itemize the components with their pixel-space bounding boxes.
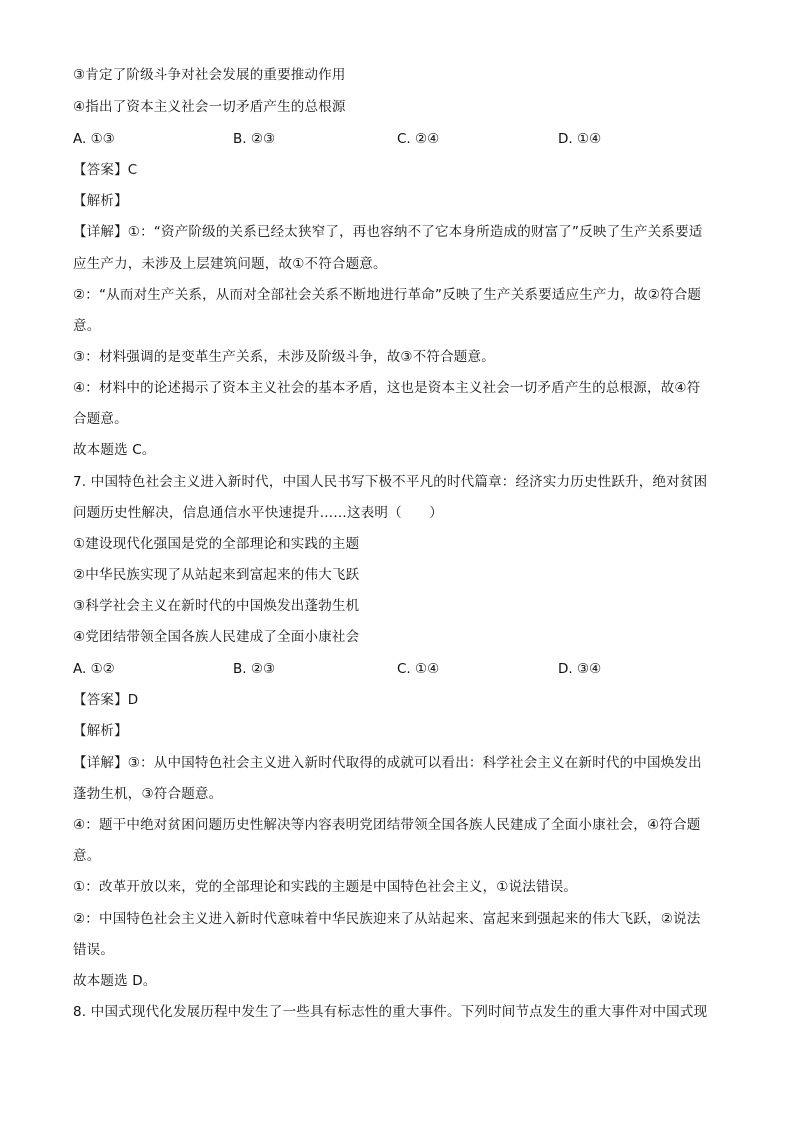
- q7-answer: 【答案】D: [73, 692, 139, 708]
- q7-item-4: ④党团结带领全国各族人民建成了全面小康社会: [73, 629, 360, 645]
- q7-detail-line: ①：改革开放以来，党的全部理论和实践的主题是中国特色社会主义，①说法错误。: [73, 879, 578, 895]
- q7-stem-line: 7. 中国特色社会主义进入新时代，中国人民书写下极不平凡的时代篇章：经济实力历史性跃升，绝对贫困: [73, 474, 708, 490]
- q7-item-1: ①建设现代化强国是党的全部理论和实践的主题: [73, 536, 360, 552]
- q6-option-a: A. ①③: [73, 131, 115, 147]
- q8-stem-line: 8. 中国式现代化发展历程中发生了一些具有标志性的重大事件。下列时间节点发生的重大事件对中国式现: [73, 1004, 708, 1020]
- q6-detail-line: 意。: [73, 318, 101, 334]
- q7-option-d: D. ③④: [558, 661, 602, 677]
- q6-option-d: D. ①④: [558, 131, 602, 147]
- q6-detail-line: 合题意。: [73, 411, 128, 427]
- q7-conclusion: 故本题选 D。: [73, 973, 157, 989]
- q7-item-2: ②中华民族实现了从站起来到富起来的伟大飞跃: [73, 567, 360, 583]
- q6-answer: 【答案】C: [73, 162, 138, 178]
- q6-detail-line: 应生产力，未涉及上层建筑问题，故①不符合题意。: [73, 256, 387, 272]
- q7-detail-line: 【详解】③：从中国特色社会主义进入新时代取得的成就可以看出：科学社会主义在新时代的中国焕发出: [73, 755, 702, 771]
- q6-item-4: ④指出了资本主义社会一切矛盾产生的总根源: [73, 99, 346, 115]
- q6-conclusion: 故本题选 C。: [73, 442, 156, 458]
- q6-item-3: ③肯定了阶级斗争对社会发展的重要推动作用: [73, 67, 346, 83]
- q6-detail-line: ④：材料中的论述揭示了资本主义社会的基本矛盾，这也是资本主义社会一切矛盾产生的总根源，故④符: [73, 380, 701, 396]
- q7-option-a: A. ①②: [73, 661, 115, 677]
- q7-detail-line: 错误。: [73, 942, 115, 958]
- q6-detail-line: ②：“从而对生产关系，从而对全部社会关系不断地进行革命”反映了生产关系要适应生产力，故②符合题: [73, 287, 702, 303]
- q7-stem-line: 问题历史性解决，信息通信水平快速提升……这表明（ ）: [73, 505, 443, 521]
- q7-analysis-label: 【解析】: [73, 723, 128, 739]
- q6-option-c: C. ②④: [397, 131, 440, 147]
- q6-option-b: B. ②③: [233, 131, 276, 147]
- q6-analysis-label: 【解析】: [73, 193, 128, 209]
- q7-detail-line: ②：中国特色社会主义进入新时代意味着中华民族迎来了从站起来、富起来到强起来的伟大飞跃，②说法: [73, 911, 701, 927]
- q6-options: [73, 129, 753, 149]
- q7-item-3: ③科学社会主义在新时代的中国焕发出蓬勃生机: [73, 598, 360, 614]
- q6-detail-line: ③：材料强调的是变革生产关系，未涉及阶级斗争，故③不符合题意。: [73, 349, 495, 365]
- q7-option-c: C. ①④: [397, 661, 440, 677]
- q7-detail-line: 意。: [73, 848, 101, 864]
- q6-detail-line: 【详解】①：“资产阶级的关系已经太狭窄了，再也容纳不了它本身所造成的财富了”反映了生产关系要适: [73, 224, 703, 240]
- q7-detail-line: ④：题干中绝对贫困问题历史性解决等内容表明党团结带领全国各族人民建成了全面小康社会，④符合题: [73, 817, 701, 833]
- q7-detail-line: 蓬勃生机，③符合题意。: [73, 786, 223, 802]
- q7-option-b: B. ②③: [233, 661, 276, 677]
- q7-options: [73, 659, 753, 679]
